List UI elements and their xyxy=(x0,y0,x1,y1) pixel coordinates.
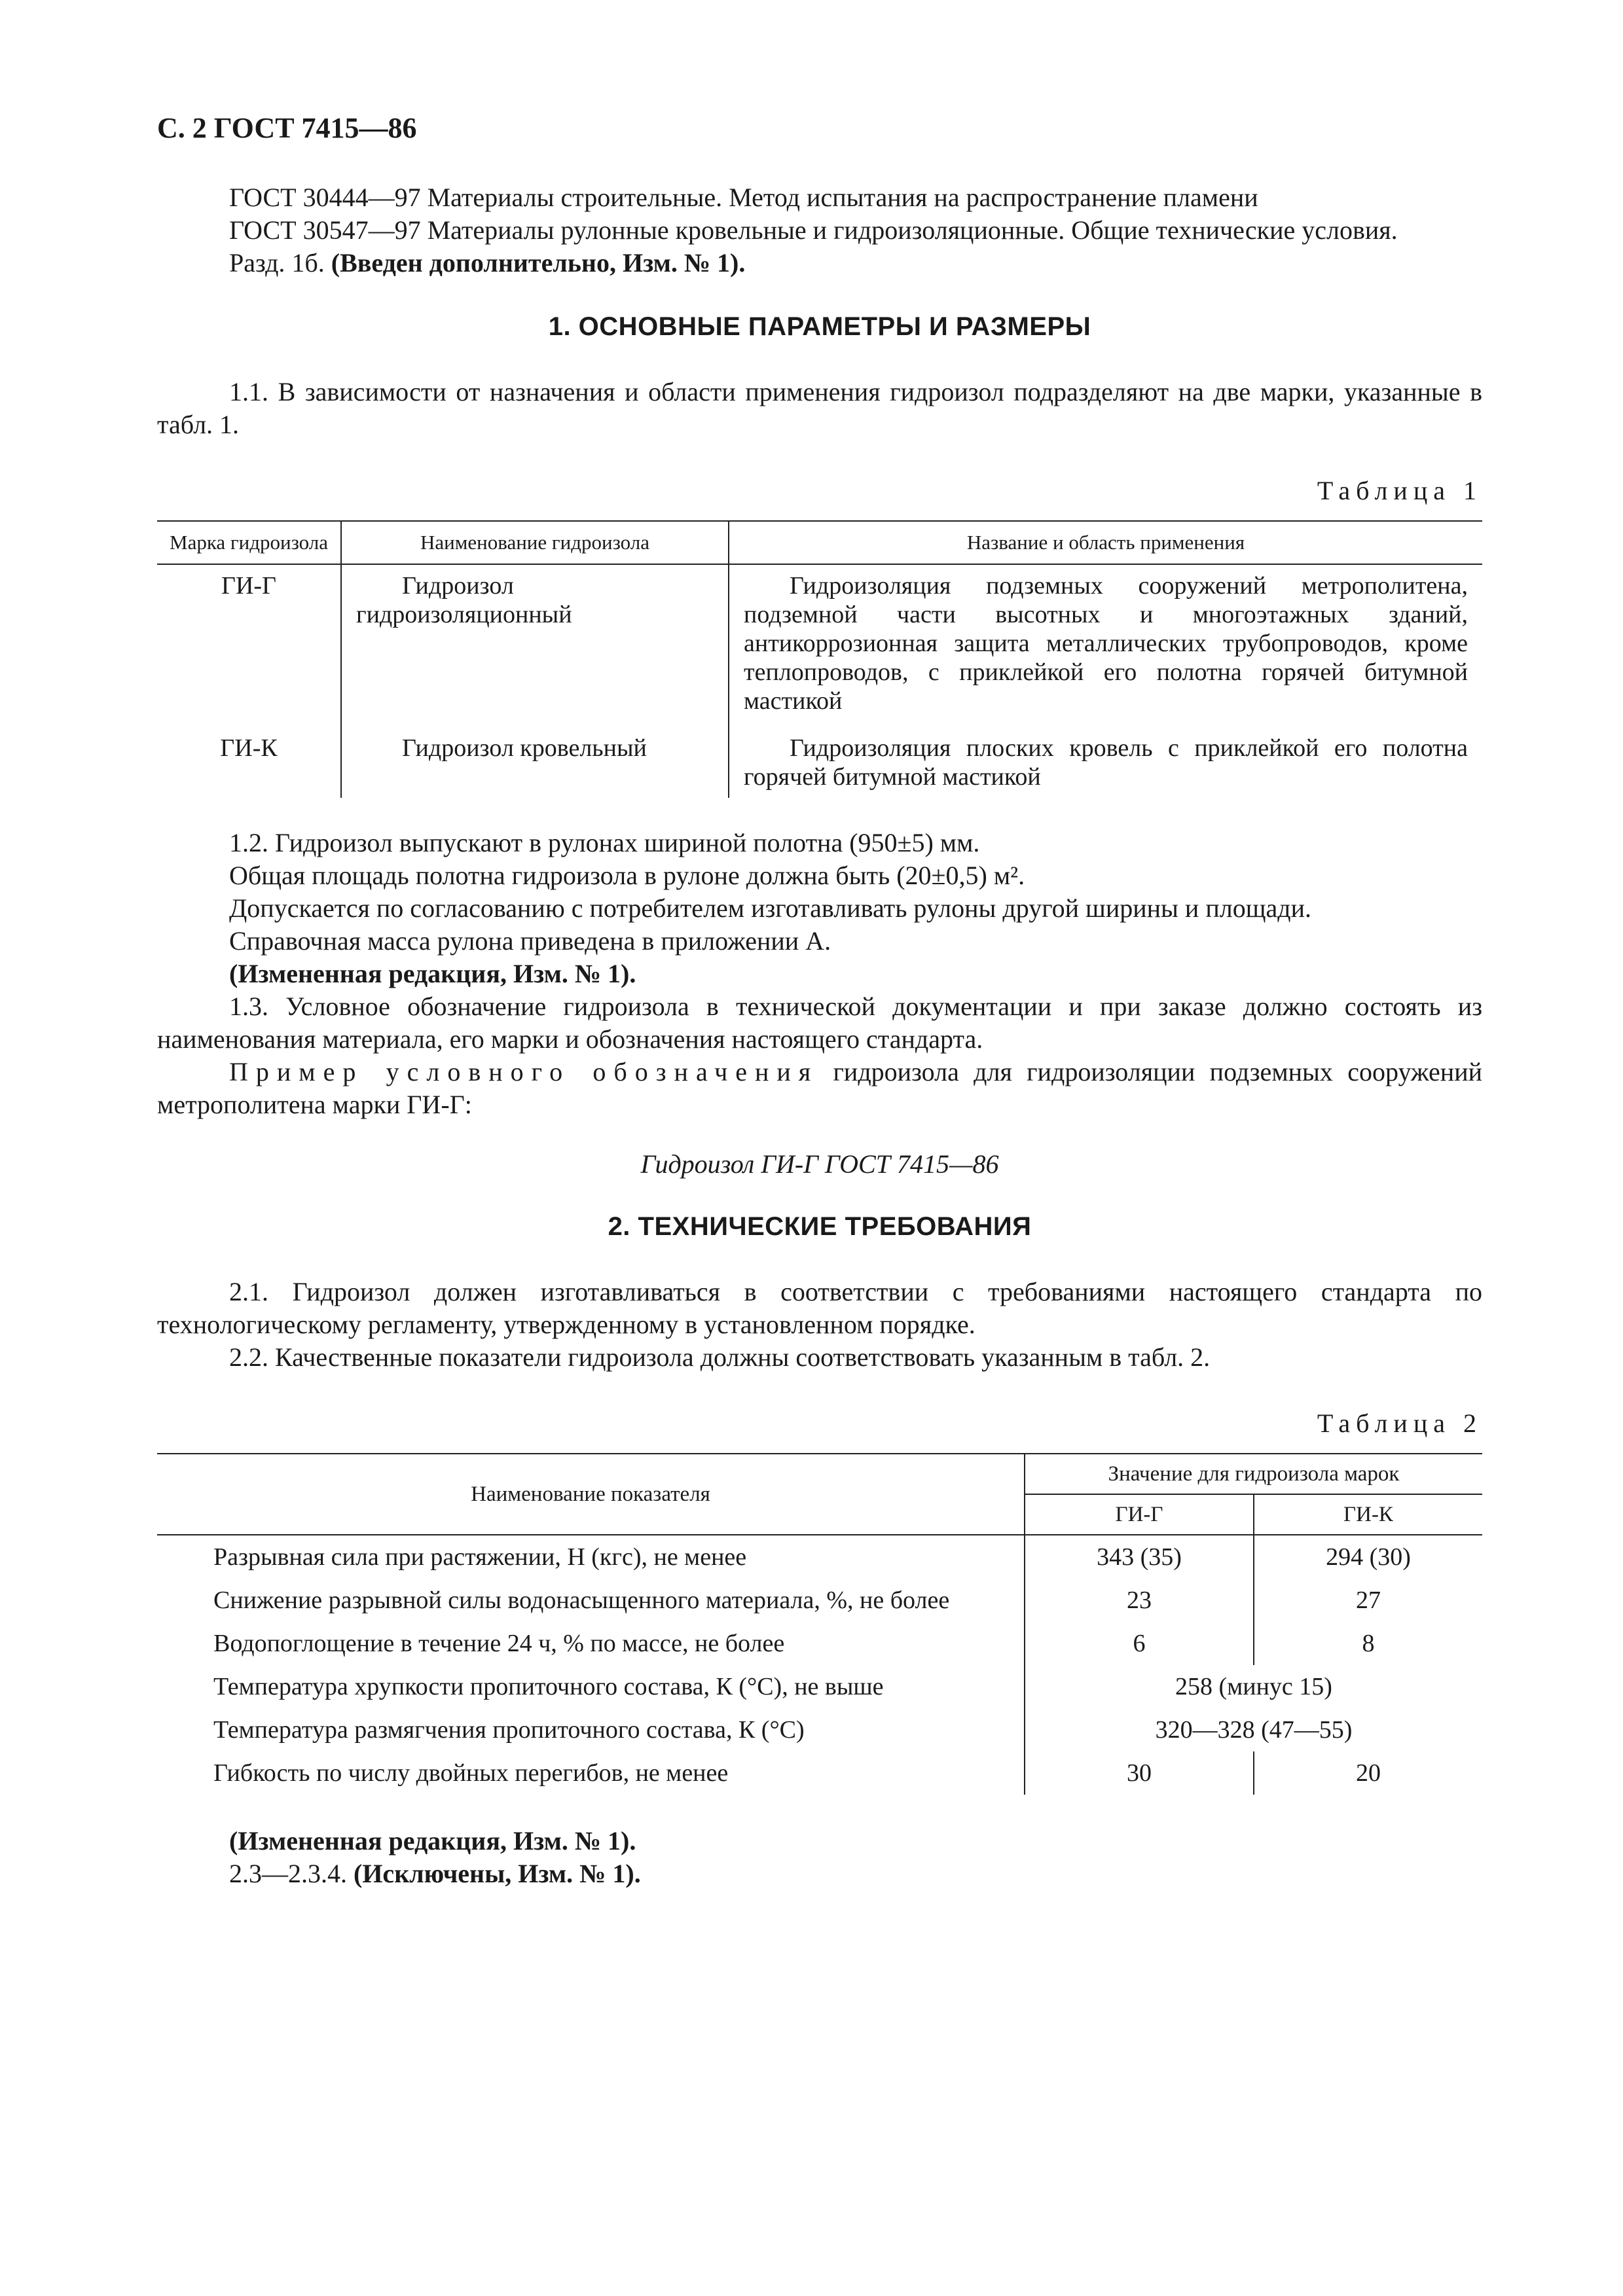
table-2-value-gi-k: 20 xyxy=(1356,1759,1381,1787)
paragraph-1-2-area: Общая площадь полотна гидроизола в рулоне должна быть (20±0,5) м². xyxy=(229,861,1025,890)
table-row xyxy=(157,1751,1482,1795)
table-1-header-desc: Название и область применения xyxy=(729,521,1482,564)
table-row xyxy=(157,564,1482,722)
table-2-value-gi-g: 30 xyxy=(1025,1751,1254,1795)
table-2-indicator: Гибкость по числу двойных перегибов, не менее xyxy=(157,1751,1025,1795)
table-1-caption: Таблица 1 xyxy=(1317,476,1482,505)
table-2-value-both: 258 (минус 15) xyxy=(1175,1673,1332,1700)
table-2 xyxy=(157,1453,1482,1795)
table-1-mark: ГИ-Г xyxy=(157,564,341,722)
reference-note xyxy=(157,247,1482,279)
table-2-caption: Таблица 2 xyxy=(1317,1408,1482,1438)
table-row xyxy=(157,722,1482,798)
table-2-indicator: Водопоглощение в течение 24 ч, % по массе, не более xyxy=(157,1622,1025,1665)
table-2-header-gi-g: ГИ-Г xyxy=(1025,1494,1254,1535)
table-2-indicator: Снижение разрывной силы водонасыщенного материала, %, не более xyxy=(157,1579,1025,1622)
table-1-header-name: Наименование гидроизола xyxy=(341,521,729,564)
section-2-title: 2. ТЕХНИЧЕСКИЕ ТРЕБОВАНИЯ xyxy=(608,1212,1032,1241)
table-1 xyxy=(157,520,1482,798)
table-2-indicator: Температура хрупкости пропиточного состава, К (°С), не выше xyxy=(157,1665,1025,1708)
table-row xyxy=(157,1622,1482,1665)
table-1-desc: Гидроизоляция плоских кровель с приклейкой его полотна горячей битумной мастикой xyxy=(744,734,1468,791)
excluded-note-bold: (Исключены, Изм. № 1). xyxy=(354,1859,641,1888)
table-2-value-both: 320—328 (47—55) xyxy=(1155,1716,1353,1744)
table-2-value-gi-g: 6 xyxy=(1025,1622,1254,1665)
table-2-indicator: Разрывная сила при растяжении, Н (кгс), не менее xyxy=(157,1535,1025,1579)
paragraph-1-2: 1.2. Гидроизол выпускают в рулонах шириной полотна (950±5) мм. xyxy=(229,828,980,857)
paragraph-1-2-edit-note: (Измененная редакция, Изм. № 1). xyxy=(229,959,636,988)
table-1-name: Гидроизол гидроизоляционный xyxy=(341,564,729,722)
example-paragraph xyxy=(157,1056,1482,1121)
example-label: Пример условного обозначения xyxy=(229,1057,819,1086)
table-1-mark: ГИ-К xyxy=(157,722,341,798)
reference-gost-30444: ГОСТ 30444—97 Материалы строительные. Метод испытания на распространение пламени xyxy=(229,183,1258,212)
example-text: гидроизола для гидроизоляции подземных сооружений метрополитена марки ГИ-Г: xyxy=(157,1057,1483,1119)
table-2-value-gi-k: 8 xyxy=(1362,1630,1375,1657)
table-2-indicator: Температура размягчения пропиточного состава, К (°С) xyxy=(157,1708,1025,1751)
table-1-header-mark: Марка гидроизола xyxy=(157,521,341,564)
section-1-title: 1. ОСНОВНЫЕ ПАРАМЕТРЫ И РАЗМЕРЫ xyxy=(548,312,1091,341)
table-2-header-name: Наименование показателя xyxy=(157,1454,1025,1535)
page-header: С. 2 ГОСТ 7415—86 xyxy=(157,112,417,144)
table-row xyxy=(157,1708,1482,1751)
section-2-excluded-note xyxy=(157,1857,1482,1890)
paragraph-1-1: 1.1. В зависимости от назначения и области применения гидроизол подразделяют на две марки, указанные в табл. 1. xyxy=(157,377,1482,439)
table-1-name: Гидроизол кровельный xyxy=(341,722,729,798)
example-designation: Гидроизол ГИ-Г ГОСТ 7415—86 xyxy=(640,1149,999,1179)
table-2-value-gi-k: 294 (30) xyxy=(1326,1543,1411,1571)
paragraph-1-2-allowance: Допускается по согласованию с потребителем изготавливать рулоны другой ширины и площади. xyxy=(229,893,1312,923)
document-page xyxy=(157,111,1482,1890)
reference-note-bold: (Введен дополнительно, Изм. № 1). xyxy=(331,248,746,278)
table-row xyxy=(157,1665,1482,1708)
table-row xyxy=(157,1535,1482,1579)
paragraph-2-1: 2.1. Гидроизол должен изготавливаться в соответствии с требованиями настоящего стандарта по технологическому регламенту, утвержденному в установленном порядке. xyxy=(157,1277,1482,1339)
table-2-value-gi-g: 23 xyxy=(1025,1579,1254,1622)
table-2-value-gi-g: 343 (35) xyxy=(1025,1535,1254,1579)
reference-note-prefix: Разд. 1б. xyxy=(229,248,325,278)
table-1-desc: Гидроизоляция подземных сооружений метрополитена, подземной части высотных и многоэтажных зданий, антикоррозионная защита металлических трубопроводов, кроме теплопроводов, с приклейкой его полотна горячей битумной мастикой xyxy=(744,572,1468,715)
table-2-header-group: Значение для гидроизола марок xyxy=(1025,1454,1482,1494)
paragraph-1-3: 1.3. Условное обозначение гидроизола в технической документации и при заказе должно состоять из наименования материала, его марки и обозначения настоящего стандарта. xyxy=(157,992,1482,1054)
excluded-note-prefix: 2.3—2.3.4. xyxy=(229,1859,347,1888)
table-2-header-gi-k: ГИ-К xyxy=(1254,1494,1482,1535)
table-2-value-gi-k: 27 xyxy=(1356,1587,1381,1614)
table-row xyxy=(157,1579,1482,1622)
paragraph-2-2: 2.2. Качественные показатели гидроизола должны соответствовать указанным в табл. 2. xyxy=(229,1342,1211,1372)
reference-gost-30547: ГОСТ 30547—97 Материалы рулонные кровельные и гидроизоляционные. Общие технические условия. xyxy=(229,215,1398,245)
section-2-edit-note: (Измененная редакция, Изм. № 1). xyxy=(229,1826,636,1856)
paragraph-1-2-mass: Справочная масса рулона приведена в приложении А. xyxy=(229,926,831,956)
